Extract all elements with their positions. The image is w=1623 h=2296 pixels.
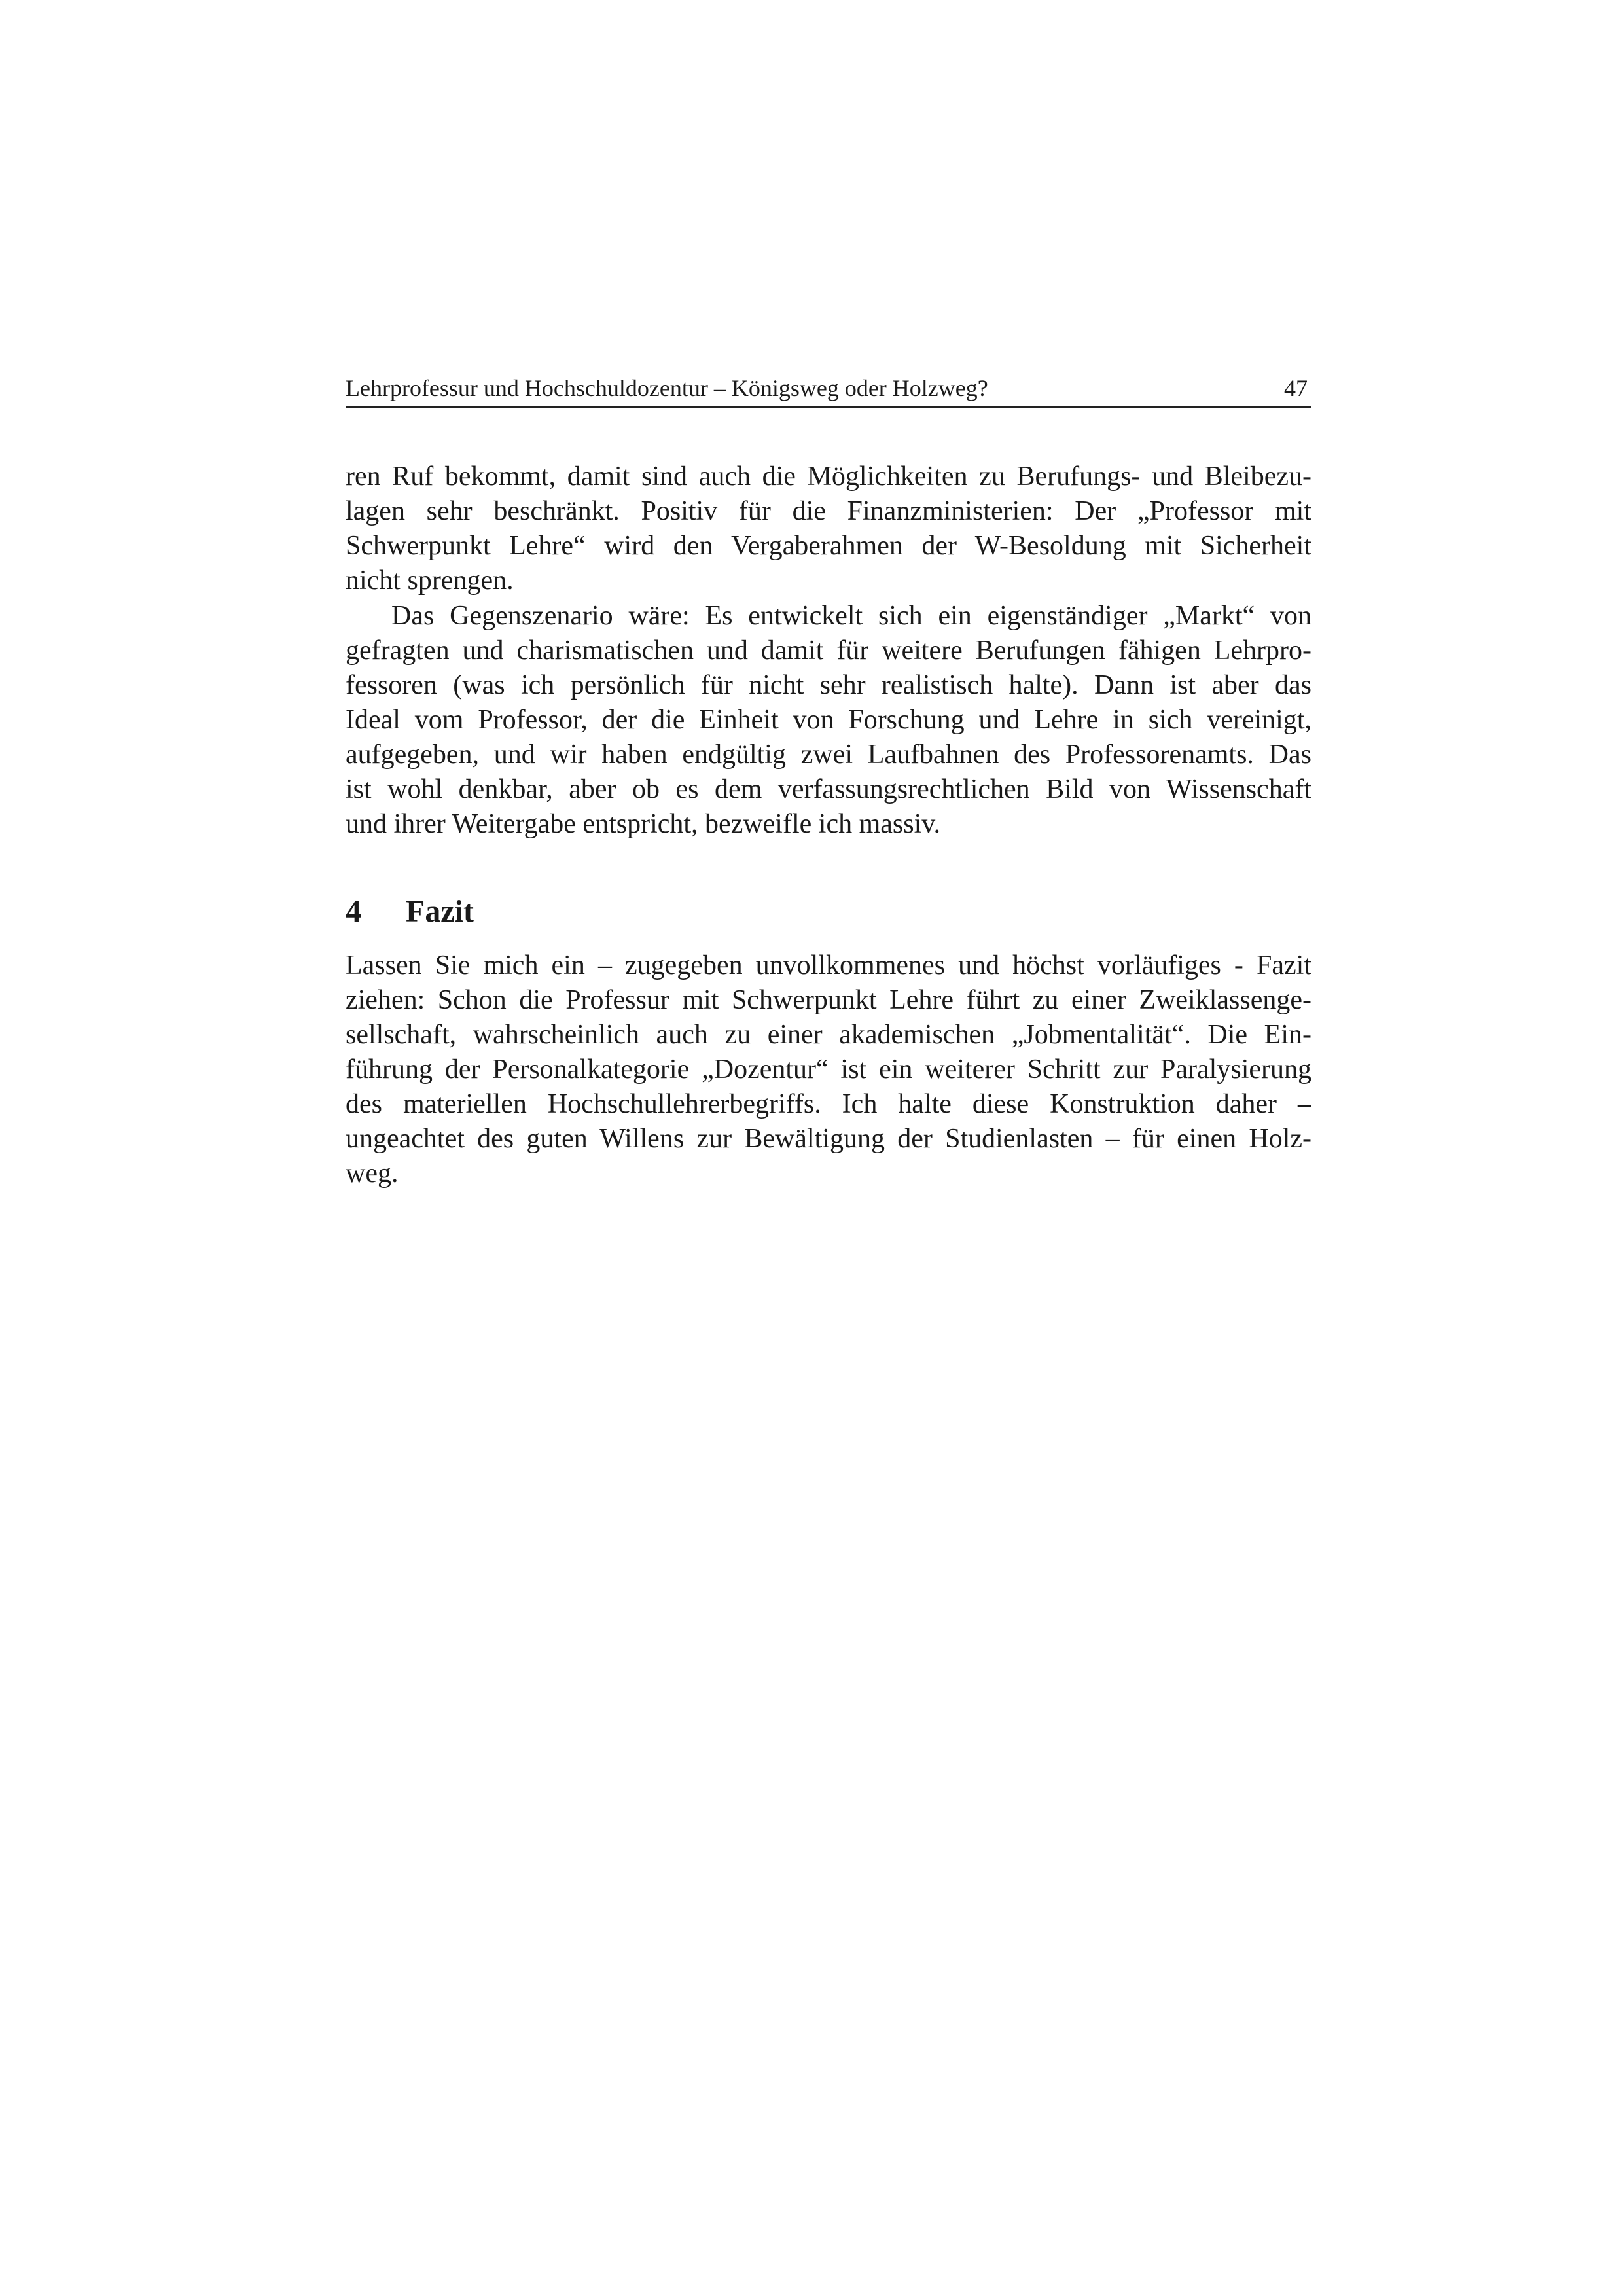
- paragraph-1-line: lagen sehr beschränkt. Positiv für die Finanzministerien: Der „Professor mit: [346, 496, 1311, 526]
- paragraph-1-line: Schwerpunkt Lehre“ wird den Vergaberahmen der W-Besoldung mit Sicherheit: [346, 531, 1311, 561]
- paragraph-3-line: ziehen: Schon die Professur mit Schwerpunkt Lehre führt zu einer Zweiklassenge-: [346, 985, 1311, 1015]
- running-header-title: Lehrprofessur und Hochschuldozentur – Königsweg oder Holzweg?: [346, 375, 988, 401]
- paragraph-3-line: sellschaft, wahrscheinlich auch zu einer akademischen „Jobmentalität“. Die Ein-: [346, 1020, 1311, 1050]
- section-heading: [346, 889, 474, 935]
- paragraph-2-line: Das Gegenszenario wäre: Es entwickelt sich ein eigenständiger „Markt“ von: [391, 601, 1311, 631]
- paragraph-1-line: nicht sprengen.: [346, 565, 514, 596]
- section-number: 4: [346, 894, 361, 929]
- paragraph-3-line: ungeachtet des guten Willens zur Bewältigung der Studienlasten – für einen Holz-: [346, 1124, 1311, 1154]
- paragraph-1-line: ren Ruf bekommt, damit sind auch die Möglichkeiten zu Berufungs- und Bleibezu-: [346, 461, 1311, 492]
- section-title: Fazit: [406, 894, 474, 929]
- paragraph-2-line: ist wohl denkbar, aber ob es dem verfassungsrechtlichen Bild von Wissenschaft: [346, 774, 1311, 804]
- paragraph-2-line: und ihrer Weitergabe entspricht, bezweifle ich massiv.: [346, 809, 941, 839]
- paragraph-3-line: weg.: [346, 1158, 399, 1189]
- running-header: [346, 370, 1311, 408]
- paragraph-2-line: gefragten und charismatischen und damit für weitere Berufungen fähigen Lehrpro-: [346, 636, 1311, 666]
- paragraph-3-line: führung der Personalkategorie „Dozentur“ ist ein weiterer Schritt zur Paralysierung: [346, 1054, 1311, 1085]
- paragraph-2-line: fessoren (was ich persönlich für nicht sehr realistisch halte). Dann ist aber das: [346, 670, 1311, 700]
- paragraph-3-line: des materiellen Hochschullehrerbegriffs. Ich halte diese Konstruktion daher –: [346, 1089, 1311, 1119]
- page-number: 47: [1284, 375, 1308, 401]
- paragraph-3-line: Lassen Sie mich ein – zugegeben unvollkommenes und höchst vorläufiges - Fazit: [346, 950, 1311, 980]
- paragraph-2-line: Ideal vom Professor, der die Einheit von Forschung und Lehre in sich vereinigt,: [346, 705, 1311, 735]
- paragraph-2-line: aufgegeben, und wir haben endgültig zwei Laufbahnen des Professorenamts. Das: [346, 740, 1311, 770]
